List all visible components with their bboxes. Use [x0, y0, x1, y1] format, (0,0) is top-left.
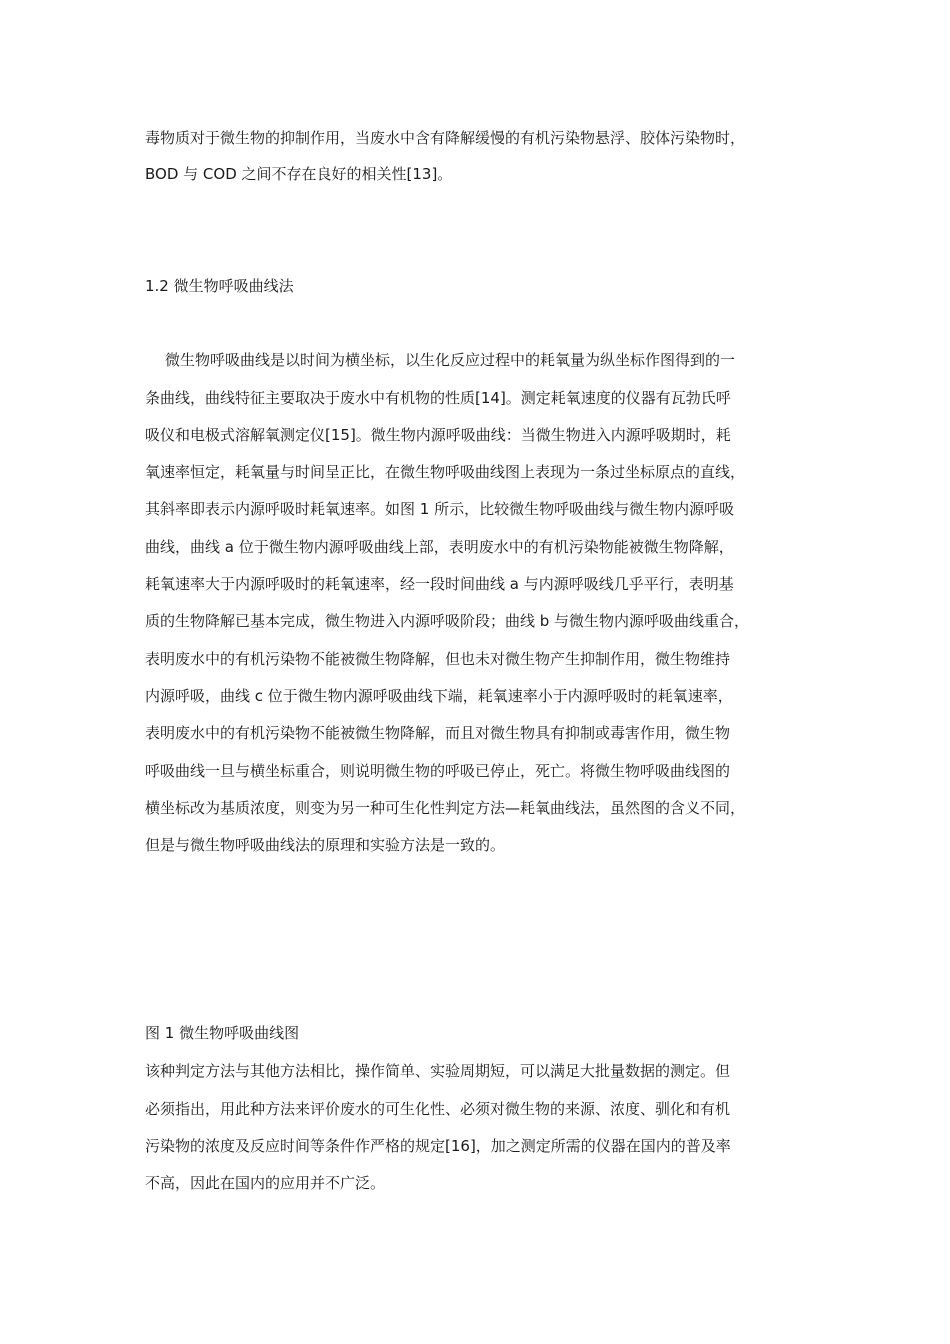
paragraph-line: 曲线，曲线 a 位于微生物内源呼吸曲线上部，表明废水中的有机污染物能被微生物降解， [145, 538, 734, 556]
paragraph-line: 但是与微生物呼吸曲线法的原理和实验方法是一致的。 [145, 836, 506, 854]
paragraph-line: 不高，因此在国内的应用并不广泛。 [145, 1174, 386, 1192]
paragraph-line: 氧速率恒定，耗氧量与时间呈正比，在微生物呼吸曲线图上表现为一条过坐标原点的直线， [145, 463, 746, 481]
paragraph-line: 质的生物降解已基本完成，微生物进入内源呼吸阶段；曲线 b 与微生物内源呼吸曲线重合， [145, 612, 750, 630]
paragraph-line: 表明废水中的有机污染物不能被微生物降解，但也未对微生物产生抑制作用，微生物维持 [145, 650, 731, 668]
paragraph-line: 表明废水中的有机污染物不能被微生物降解，而且对微生物具有抑制或毒害作用，微生物 [145, 724, 731, 742]
section-heading: 1.2 微生物呼吸曲线法 [145, 277, 294, 295]
paragraph-line: 横坐标改为基质浓度，则变为另一种可生化性判定方法—耗氧曲线法，虽然图的含义不同， [145, 799, 746, 817]
paragraph-line: 条曲线，曲线特征主要取决于废水中有机物的性质[14]。测定耗氧速度的仪器有瓦勃氏呼 [145, 389, 731, 407]
paragraph-line: 必须指出，用此种方法来评价废水的可生化性、必须对微生物的来源、浓度、驯化和有机 [145, 1100, 731, 1118]
paragraph-line: 呼吸曲线一旦与横坐标重合，则说明微生物的呼吸已停止，死亡。将微生物呼吸曲线图的 [145, 762, 731, 780]
paragraph-line: 污染物的浓度及反应时间等条件作严格的规定[16]，加之测定所需的仪器在国内的普及率 [145, 1137, 731, 1155]
paragraph-line: 耗氧速率大于内源呼吸时的耗氧速率，经一段时间曲线 a 与内源呼吸线几乎平行，表明基 [145, 575, 734, 593]
paragraph-line: 吸仪和电极式溶解氧测定仪[15]。微生物内源呼吸曲线：当微生物进入内源呼吸期时，耗 [145, 426, 731, 444]
paragraph-line: 毒物质对于微生物的抑制作用，当废水中含有降解缓慢的有机污染物悬浮、胶体污染物时， [145, 129, 746, 147]
paragraph-line: BOD 与 COD 之间不存在良好的相关性[13]。 [145, 165, 453, 183]
paragraph-line: 其斜率即表示内源呼吸时耗氧速率。如图 1 所示，比较微生物呼吸曲线与微生物内源呼吸 [145, 500, 735, 518]
paragraph-line: 该种判定方法与其他方法相比，操作简单、实验周期短，可以满足大批量数据的测定。但 [145, 1062, 731, 1080]
paragraph-line: 内源呼吸，曲线 c 位于微生物内源呼吸曲线下端，耗氧速率小于内源呼吸时的耗氧速率， [145, 687, 733, 705]
paragraph-line: 微生物呼吸曲线是以时间为横坐标，以生化反应过程中的耗氧量为纵坐标作图得到的一 [165, 351, 736, 369]
figure-caption: 图 1 微生物呼吸曲线图 [145, 1024, 300, 1042]
